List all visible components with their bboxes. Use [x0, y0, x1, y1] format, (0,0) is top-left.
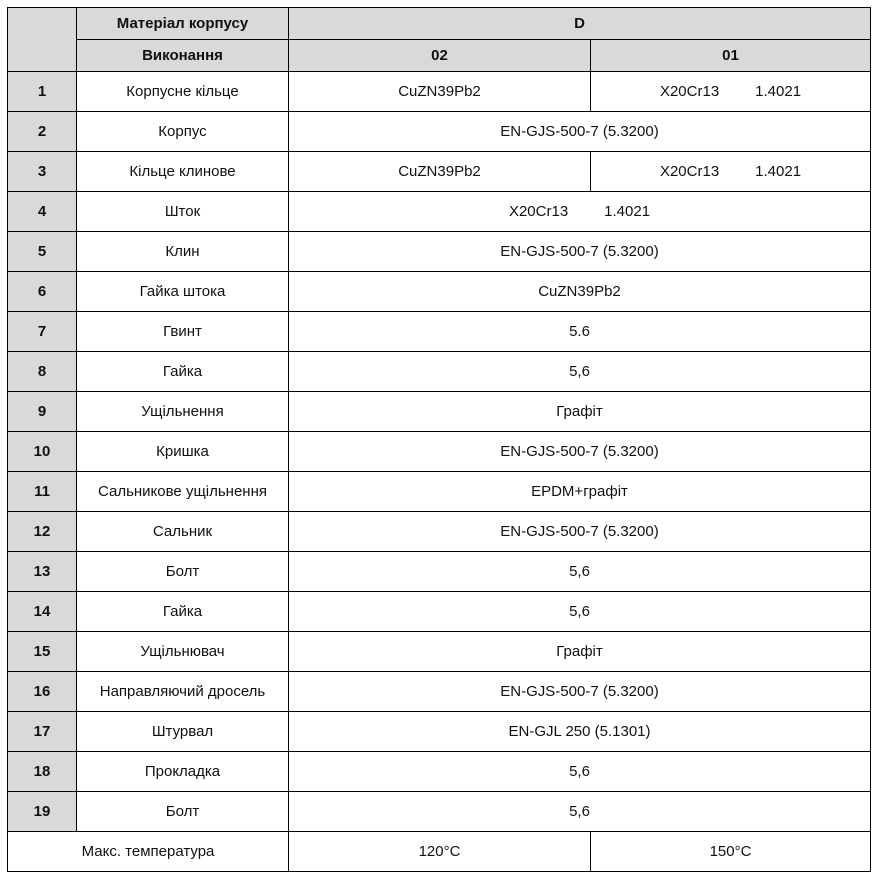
part-name: Ущільнення — [77, 392, 289, 432]
material-value: 5,6 — [289, 352, 871, 392]
table-row — [8, 712, 871, 752]
material-label: Матеріал корпусу — [77, 8, 289, 40]
material-value: EN-GJL 250 (5.1301) — [289, 712, 871, 752]
max-temperature-label: Макс. температура — [8, 832, 289, 872]
part-name: Гайка — [77, 352, 289, 392]
row-number: 9 — [8, 392, 77, 432]
table-row — [8, 672, 871, 712]
row-number: 12 — [8, 512, 77, 552]
material-value: 5.6 — [289, 312, 871, 352]
material-value: 5,6 — [289, 592, 871, 632]
row-number: 13 — [8, 552, 77, 592]
row-number: 11 — [8, 472, 77, 512]
part-name: Кришка — [77, 432, 289, 472]
execution-01: 01 — [591, 40, 871, 72]
material-value — [289, 192, 871, 232]
part-name: Гвинт — [77, 312, 289, 352]
row-number: 17 — [8, 712, 77, 752]
row-number: 18 — [8, 752, 77, 792]
material-value: EN-GJS-500-7 (5.3200) — [289, 672, 871, 712]
table-row — [8, 72, 871, 112]
material-number: 1.4021 — [604, 203, 651, 220]
part-name: Гайка штока — [77, 272, 289, 312]
material-value: EN-GJS-500-7 (5.3200) — [289, 512, 871, 552]
material-value: D — [289, 8, 871, 40]
table-row — [8, 112, 871, 152]
table-row — [8, 792, 871, 832]
part-name: Ущільнювач — [77, 632, 289, 672]
part-name: Шток — [77, 192, 289, 232]
row-number: 19 — [8, 792, 77, 832]
max-temperature-01: 150°C — [591, 832, 871, 872]
row-number: 3 — [8, 152, 77, 192]
table-row — [8, 312, 871, 352]
table-row — [8, 352, 871, 392]
material-grade: X20Cr13 — [659, 163, 720, 180]
row-number: 2 — [8, 112, 77, 152]
material-value: Графіт — [289, 392, 871, 432]
material-value: EN-GJS-500-7 (5.3200) — [289, 112, 871, 152]
row-number: 8 — [8, 352, 77, 392]
table-row — [8, 392, 871, 432]
material-value: Графіт — [289, 632, 871, 672]
materials-table — [7, 7, 871, 872]
part-name: Направляючий дросель — [77, 672, 289, 712]
row-number: 10 — [8, 432, 77, 472]
part-name: Кільце клинове — [77, 152, 289, 192]
material-number: 1.4021 — [755, 163, 802, 180]
footer-row — [8, 832, 871, 872]
part-name: Штурвал — [77, 712, 289, 752]
table-row — [8, 272, 871, 312]
corner-cell — [8, 8, 77, 72]
row-number: 15 — [8, 632, 77, 672]
material-value: CuZN39Pb2 — [289, 272, 871, 312]
part-name: Болт — [77, 792, 289, 832]
row-number: 6 — [8, 272, 77, 312]
row-number: 4 — [8, 192, 77, 232]
row-number: 14 — [8, 592, 77, 632]
table-row — [8, 632, 871, 672]
material-02: CuZN39Pb2 — [289, 152, 591, 192]
material-01 — [591, 72, 871, 112]
table-row — [8, 592, 871, 632]
row-number: 1 — [8, 72, 77, 112]
material-value: 5,6 — [289, 752, 871, 792]
table-row — [8, 232, 871, 272]
material-number: 1.4021 — [755, 83, 802, 100]
material-grade: X20Cr13 — [659, 83, 720, 100]
material-01 — [591, 152, 871, 192]
table-row — [8, 752, 871, 792]
material-grade: X20Cr13 — [508, 203, 569, 220]
part-name: Гайка — [77, 592, 289, 632]
table-row — [8, 432, 871, 472]
material-value: EPDM+графіт — [289, 472, 871, 512]
execution-02: 02 — [289, 40, 591, 72]
part-name: Прокладка — [77, 752, 289, 792]
material-value: EN-GJS-500-7 (5.3200) — [289, 432, 871, 472]
material-value: 5,6 — [289, 552, 871, 592]
row-number: 16 — [8, 672, 77, 712]
execution-label: Виконання — [77, 40, 289, 72]
table-row — [8, 152, 871, 192]
part-name: Клин — [77, 232, 289, 272]
row-number: 5 — [8, 232, 77, 272]
table-row — [8, 192, 871, 232]
part-name: Сальник — [77, 512, 289, 552]
material-02: CuZN39Pb2 — [289, 72, 591, 112]
part-name: Сальникове ущільнення — [77, 472, 289, 512]
table-row — [8, 552, 871, 592]
part-name: Корпус — [77, 112, 289, 152]
part-name: Болт — [77, 552, 289, 592]
table-row — [8, 512, 871, 552]
material-value: 5,6 — [289, 792, 871, 832]
row-number: 7 — [8, 312, 77, 352]
table-row — [8, 472, 871, 512]
header-row-execution — [8, 40, 871, 72]
material-value: EN-GJS-500-7 (5.3200) — [289, 232, 871, 272]
max-temperature-02: 120°C — [289, 832, 591, 872]
header-row-material — [8, 8, 871, 40]
part-name: Корпусне кільце — [77, 72, 289, 112]
